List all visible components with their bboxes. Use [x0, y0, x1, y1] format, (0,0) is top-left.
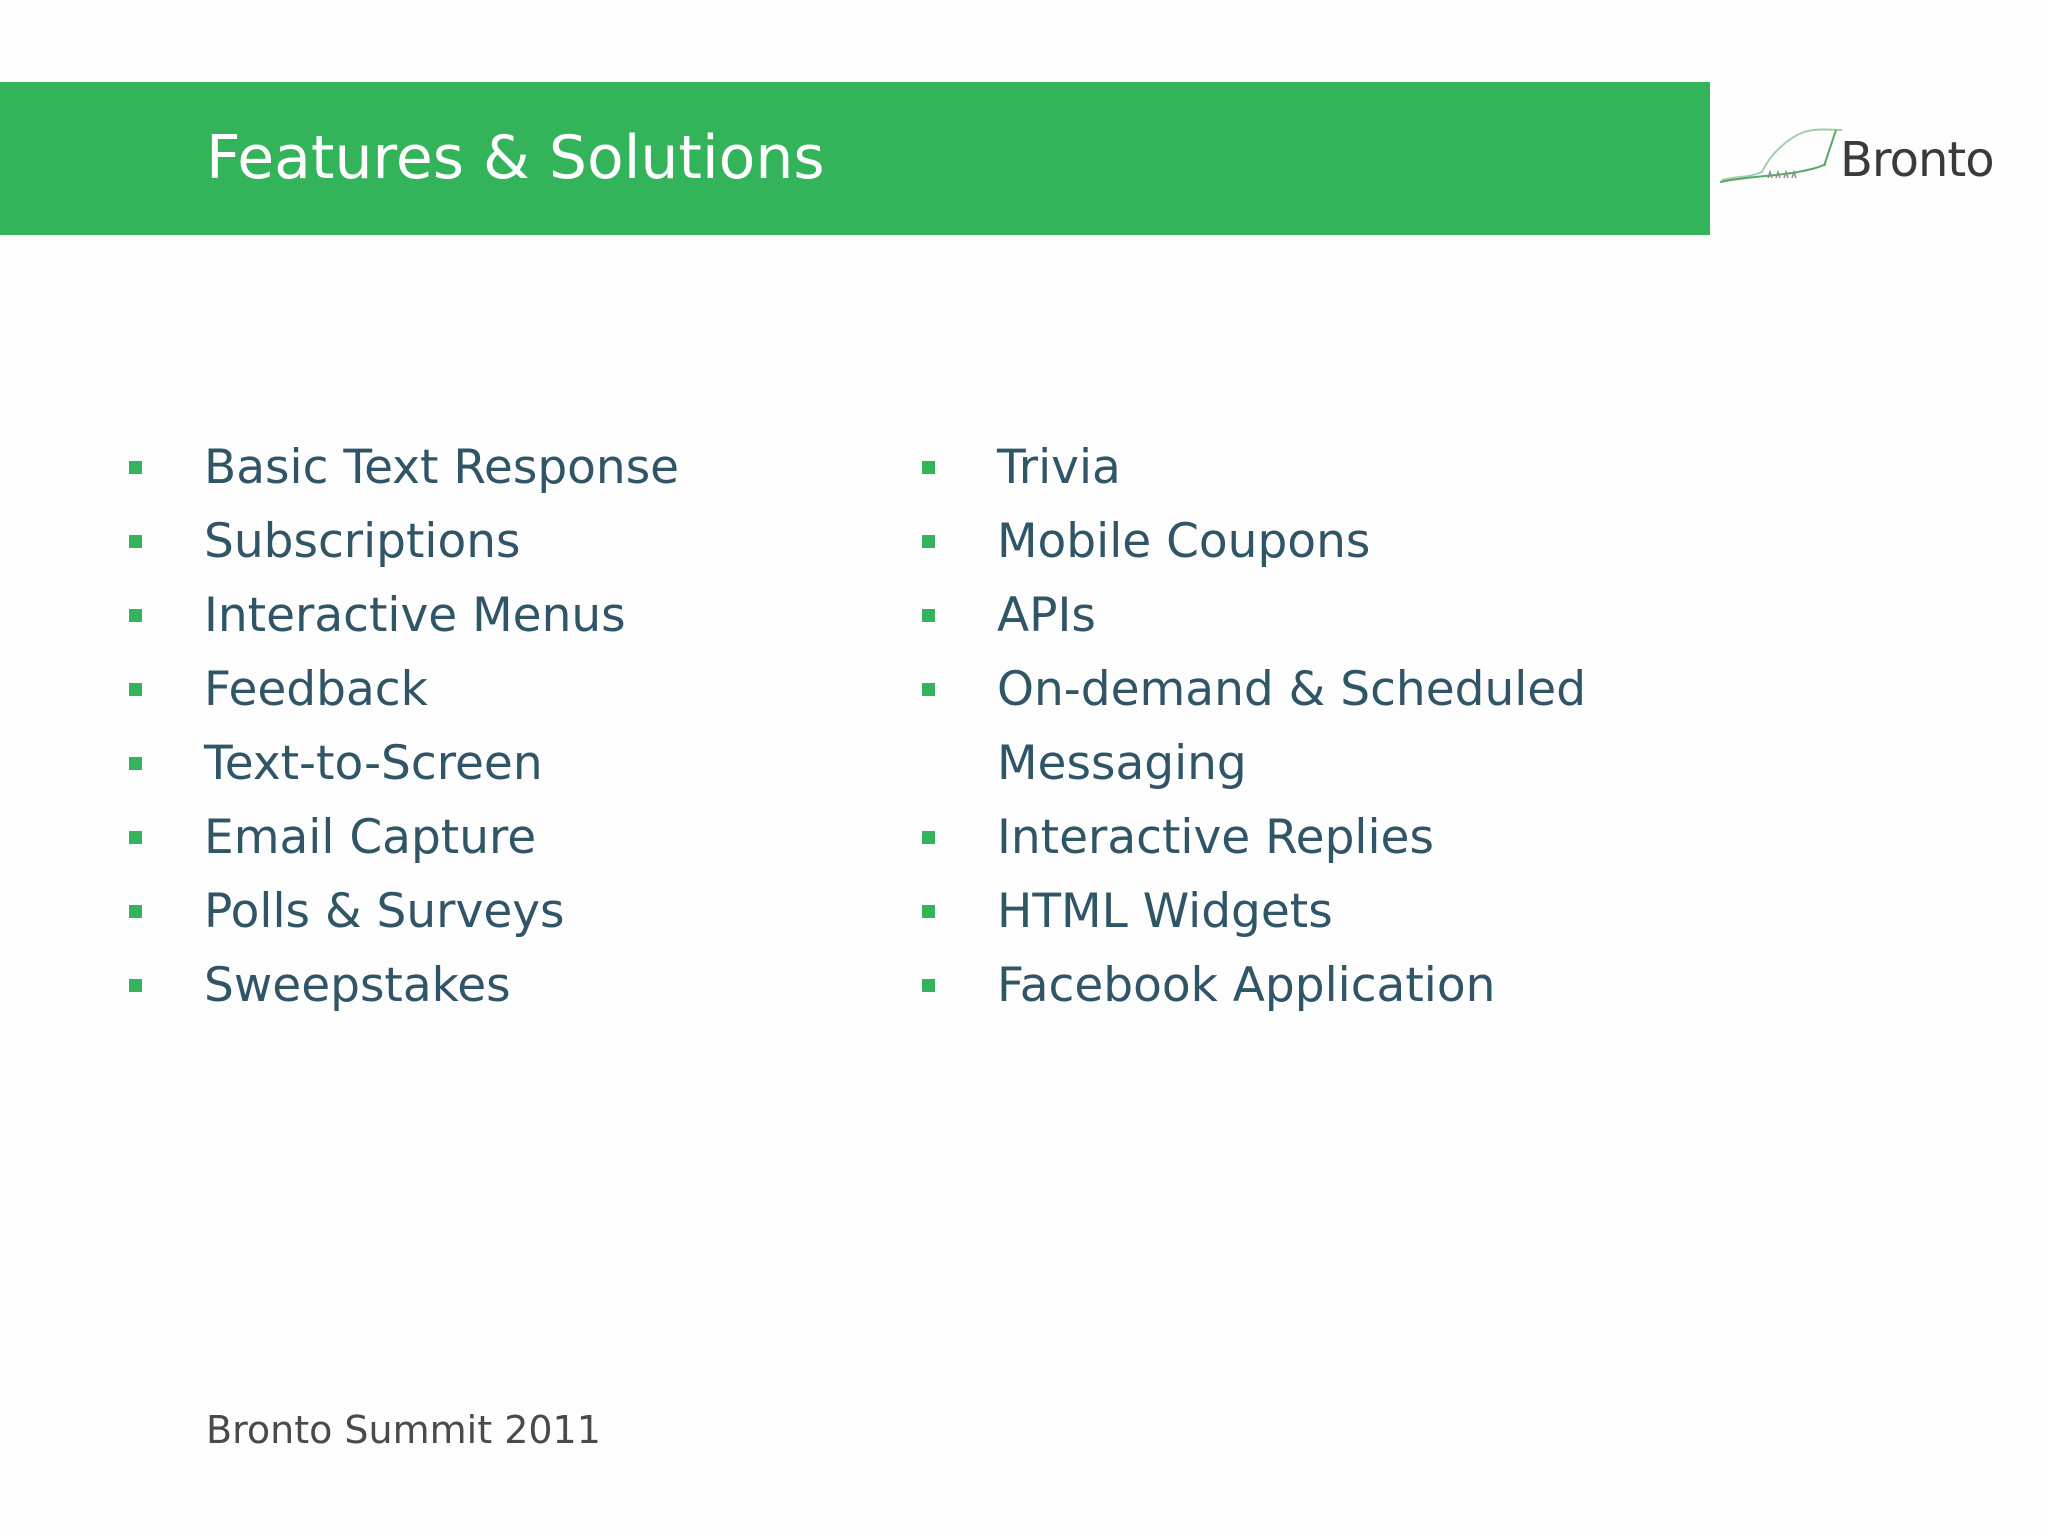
list-item-label: Basic Text Response: [204, 440, 680, 495]
square-bullet-icon: [129, 683, 142, 696]
square-bullet-icon: [922, 831, 935, 844]
list-item-label: Polls & Surveys: [204, 884, 565, 939]
list-item-label: APIs: [997, 588, 1096, 643]
right-feature-list: [921, 431, 1681, 1023]
list-item: [921, 505, 1681, 579]
square-bullet-icon: [129, 757, 142, 770]
list-item-label: Feedback: [204, 662, 428, 717]
list-item: [128, 875, 808, 949]
list-item: [921, 431, 1681, 505]
list-item: [921, 801, 1681, 875]
list-item: [921, 653, 1677, 801]
square-bullet-icon: [922, 905, 935, 918]
list-item: [921, 579, 1681, 653]
square-bullet-icon: [922, 609, 935, 622]
list-item: [128, 579, 808, 653]
list-item: [921, 949, 1681, 1023]
list-item: [921, 875, 1681, 949]
list-item-label: Mobile Coupons: [997, 514, 1371, 569]
square-bullet-icon: [129, 905, 142, 918]
list-item: [128, 949, 808, 1023]
square-bullet-icon: [129, 979, 142, 992]
square-bullet-icon: [129, 535, 142, 548]
list-item-label: Facebook Application: [997, 958, 1496, 1013]
square-bullet-icon: [129, 831, 142, 844]
square-bullet-icon: [922, 535, 935, 548]
list-item-label: On-demand & Scheduled Messaging: [997, 662, 1587, 791]
bronto-dinosaur-logo-icon: [1718, 118, 1848, 208]
square-bullet-icon: [129, 609, 142, 622]
list-item-label: HTML Widgets: [997, 884, 1333, 939]
title-bar: [0, 82, 1710, 235]
list-item-label: Email Capture: [204, 810, 537, 865]
list-item-label: Interactive Replies: [997, 810, 1434, 865]
list-item-label: Sweepstakes: [204, 958, 511, 1013]
list-item: [128, 653, 808, 727]
bronto-logo: [1718, 118, 2018, 208]
square-bullet-icon: [129, 461, 142, 474]
list-item-label: Text-to-Screen: [204, 736, 543, 791]
list-item: [128, 431, 808, 505]
list-item-label: Interactive Menus: [204, 588, 626, 643]
square-bullet-icon: [922, 461, 935, 474]
list-item-label: Trivia: [997, 440, 1121, 495]
list-item-label: Subscriptions: [204, 514, 521, 569]
logo-wordmark: Bronto: [1840, 132, 1994, 188]
footer-text: Bronto Summit 2011: [206, 1408, 601, 1452]
list-item: [128, 801, 808, 875]
square-bullet-icon: [922, 683, 935, 696]
list-item: [128, 505, 808, 579]
list-item: [128, 727, 808, 801]
left-feature-list: [128, 431, 808, 1023]
square-bullet-icon: [922, 979, 935, 992]
slide-title: Features & Solutions: [206, 123, 825, 193]
